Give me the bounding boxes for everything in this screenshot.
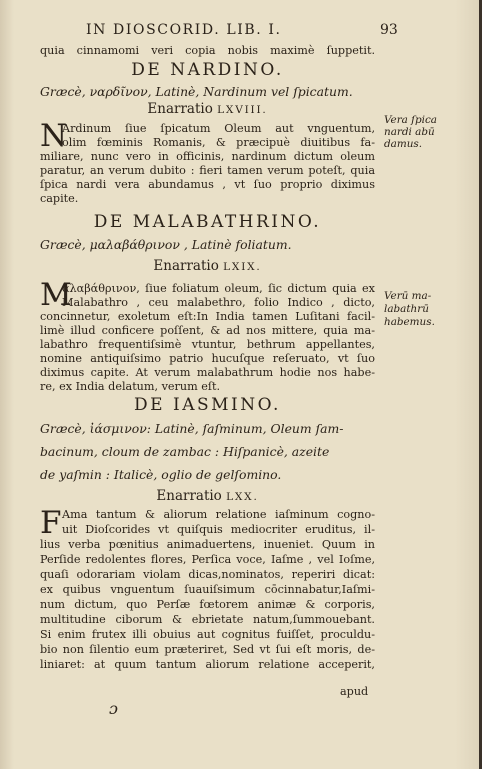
enarratio-label: Enarratio bbox=[156, 488, 222, 504]
section-title: DE MALABATHRINO. bbox=[93, 212, 322, 232]
text-line: capite. bbox=[40, 192, 79, 205]
greek-line: de yaſmin : Italicè, oglio de gelſomino. bbox=[40, 467, 282, 482]
running-head: IN DIOSCORID. LIB. I. bbox=[86, 22, 282, 38]
margin-note: Verū ma- bbox=[384, 290, 432, 302]
section-title: DE NARDINO. bbox=[131, 60, 284, 80]
text-line: diximus capite. At verum malabathrum hodie nos habe- bbox=[40, 366, 375, 379]
margin-note: nardi abū bbox=[384, 126, 435, 138]
greek-line: bacinum, cloum de zambac : Hiſpanicè, azeite bbox=[40, 444, 330, 459]
text-line: concinnetur, exoletum eſt:In India tamen Luſitani facil- bbox=[40, 310, 375, 323]
text-line: paratur, an verum dubito : fieri tamen verum poteſt, quia bbox=[40, 164, 375, 177]
enarratio-label: Enarratio bbox=[153, 258, 219, 274]
text-line: quaſi odorariam violam dicas,nominatos, reperiri dicat: bbox=[40, 568, 375, 581]
ink-mark: ɔ bbox=[109, 699, 118, 718]
text-line: Perſide redolentes flores, Perſica voce, Iaſme , vel Ioſme, bbox=[40, 553, 375, 566]
text-line: miliare, nunc vero in officinis, nardinum dictum oleum bbox=[40, 150, 375, 163]
section-title: DE IASMINO. bbox=[134, 395, 281, 415]
text-line: Ama tantum & aliorum relatione iaſminum cogno- bbox=[62, 508, 375, 521]
text-line: num dictum, quo Perſæ fœtorem animæ & corporis, bbox=[40, 598, 375, 611]
greek-line: Græcè, μαλαβάθρινον , Latinè foliatum. bbox=[40, 237, 292, 252]
text-line: quia cinnamomi veri copia nobis maximè ſuppetit. bbox=[40, 44, 375, 57]
enarratio-number: LXVIII. bbox=[217, 104, 268, 116]
text-line: nomine antiquiſsimo patrio hucuſque reſeruato, vt ſuo bbox=[40, 352, 375, 365]
margin-note: damus. bbox=[384, 138, 423, 150]
margin-note: Vera ſpica bbox=[384, 114, 437, 126]
drop-cap: M bbox=[40, 277, 72, 313]
greek-line: Græcè, ναρδῖνον, Latinè, Nardinum vel ſpicatum. bbox=[40, 84, 353, 99]
margin-note: habemus. bbox=[384, 316, 435, 328]
enarratio-number: LXIX. bbox=[223, 261, 262, 273]
enarratio-heading bbox=[40, 258, 375, 274]
text-line: multitudine ciborum & ebrietate natum,ſummouebant. bbox=[40, 613, 375, 626]
text-line: bio non ſilentio eum præteriret, Sed vt ſui eſt moris, de- bbox=[40, 643, 375, 656]
text-line: lius verba pœnitius animaduertens, inueniet. Quum in bbox=[40, 538, 375, 551]
text-line: ſpica nardi vera abundamus , vt ſuo proprio diximus bbox=[40, 178, 375, 191]
folio-number: 93 bbox=[380, 22, 398, 38]
text-line: αλαβάθρινον, ſiue foliatum oleum, ſic dictum quia ex bbox=[62, 282, 375, 295]
text-line: uit Dioſcorides vt quiſquis mediocriter eruditus, il- bbox=[62, 523, 375, 536]
text-line: Ardinum ſiue ſpicatum Oleum aut vnguentum, bbox=[62, 122, 375, 135]
drop-cap: N bbox=[40, 118, 68, 154]
text-line: labathro frequentiſsimè vtuntur, bethrum appellantes, bbox=[40, 338, 375, 351]
text-line: liniaret: at quum tantum aliorum relatione acceperit, bbox=[40, 658, 375, 671]
greek-line: Græcè, ἰάσμινον: Latinè, ſaſminum, Oleum ſam- bbox=[40, 421, 344, 436]
enarratio-heading bbox=[40, 101, 375, 117]
text-line: limè illud conficere poſſent, & ad nos mittere, quia ma- bbox=[40, 324, 375, 337]
text-line: re, ex India delatum, verum eſt. bbox=[40, 380, 221, 393]
enarratio-label: Enarratio bbox=[147, 101, 213, 117]
enarratio-heading bbox=[40, 488, 375, 504]
margin-note: labathrū bbox=[384, 303, 429, 315]
enarratio-number: LXX. bbox=[226, 491, 259, 503]
text-line: Si enim frutex illi obuius aut cognitus fuiſſet, proculdu- bbox=[40, 628, 375, 641]
catchword: apud bbox=[340, 685, 369, 698]
text-line: ex quibus vnguentum ſuauiſsimum cōcinnabatur,Iaſmi- bbox=[40, 583, 375, 596]
drop-cap: F bbox=[40, 505, 62, 541]
text-line: Malabathro , ceu malabethro, folio Indico , dicto, bbox=[62, 296, 375, 309]
text-line: olim fœminis Romanis, & præcipuè diuitibus fa- bbox=[62, 136, 375, 149]
